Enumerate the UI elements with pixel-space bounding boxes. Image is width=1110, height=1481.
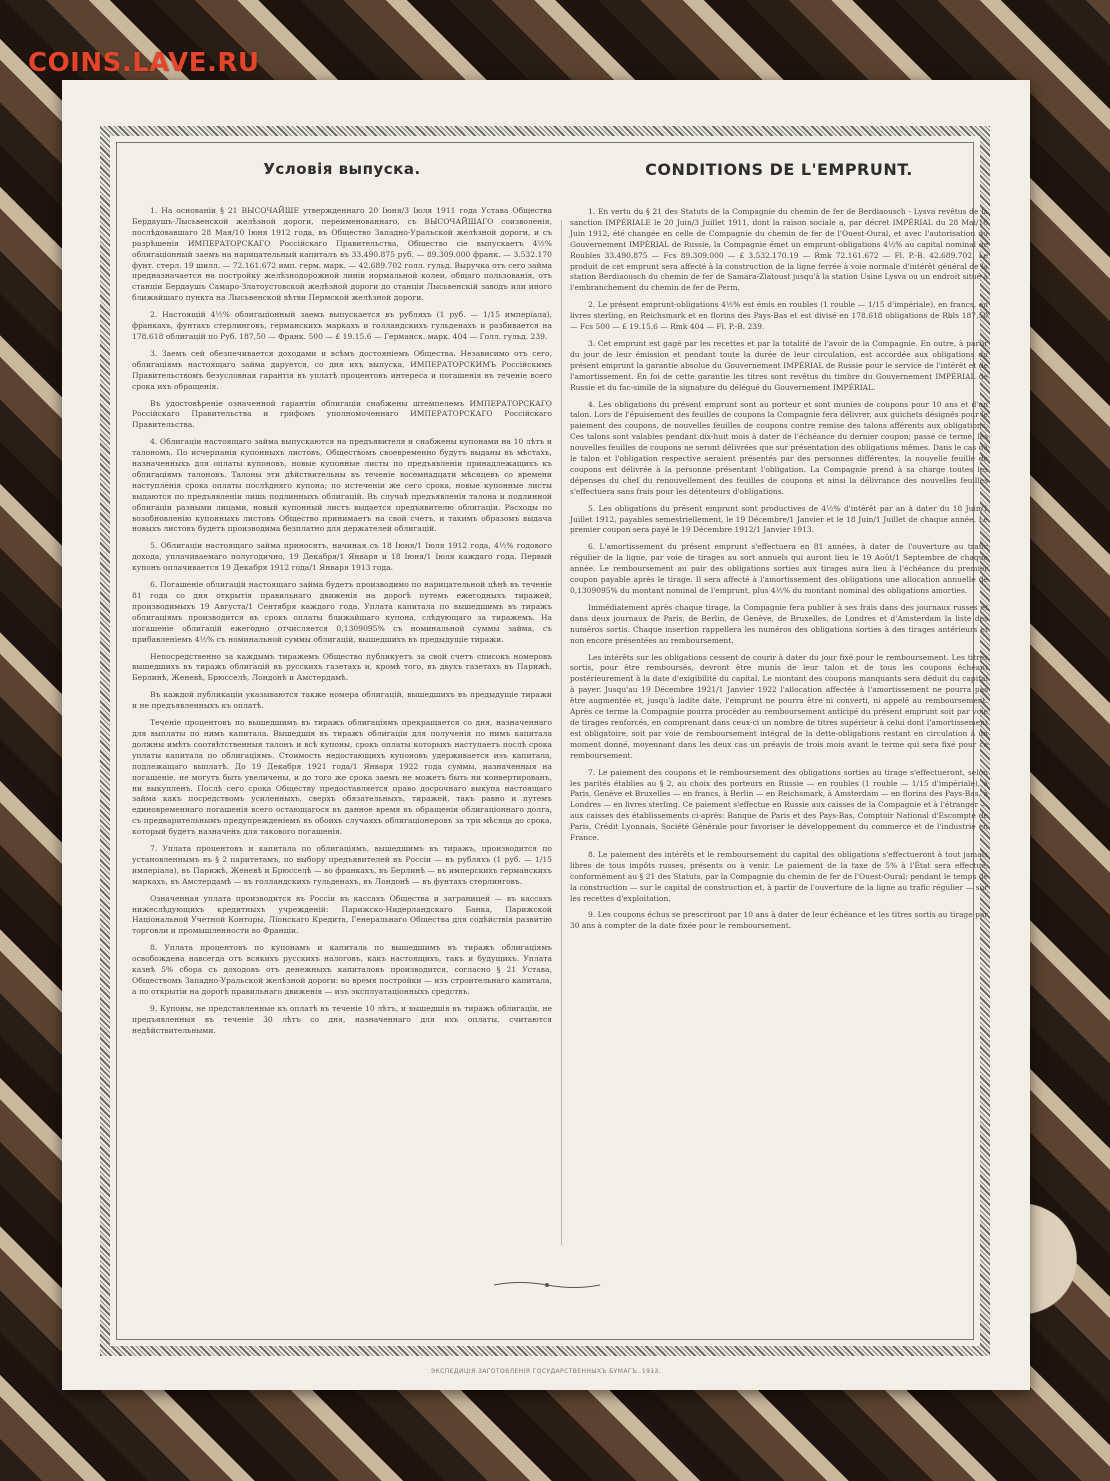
condition-paragraph: Означенная уплата производится въ Россіи въ кассахъ Общества и заграницей — въ кассахъ нижеслѣдующихъ кредитныхъ учрежденій: Парижско-Нидерландскаго Банка, Парижской Національной Учетной Конторы, Ліонскаго Кредита, Генеральнаго Общества для содѣйствія развитію торговли и промышленности во Франціи. (132, 893, 552, 936)
condition-paragraph: 8. Le paiement des intérêts et le remboursement du capital des obligations s'effectueront à tout jamais libres de tous impôts russes, présents ou à venir. Le paiement de la taxe de 5% à l'État sera effectué, conformément au § 21 des Statuts, par la Compagnie du chemin de fer de l'Ouest-Oural: pendant le temps de la construction — sur le capital de construction et, à partir de l'ouverture de la ligne au trafic régulier — sur les recettes d'exploitation. (570, 849, 988, 903)
condition-paragraph: 9. Купоны, не представленные къ оплатѣ въ теченіе 10 лѣтъ, и вышедшія въ тиражъ облигаціи, не предъявленныя въ теченіе 30 лѣтъ со дня, назначеннаго для ихъ оплаты, считаются недѣйствительными. (132, 1003, 552, 1035)
condition-paragraph: 1. En vertu du § 21 des Statuts de la Compagnie du chemin de fer de Berdiaousch - Lysva revêtus de la sanction IMPÉRIALE le 20 Juin/3 Juillet 1911, dont la raison sociale a, par décret IMPÉRIAL du 28 Mai/10 Juin 1912, été changée en celle de Compagnie du chemin de fer de l'Ouest-Oural, et avec l'autorisation du Gouvernement IMPÉRIAL de Russie, la Compagnie émet un emprunt-obligations 4½% au capital nominal de Roubles 33.490.875 — Fcs 89.309.000 — £ 3.532.170.19 — Rmk 72.161.672 — Fl. P.-B. 42.689.702. Le produit de cet emprunt sera affecté à la construction de la ligne ferrée à voie normale d'intérêt général de la station Berdiaousch du chemin de fer de Samara-Zlatoust jusqu'à la station Usine Lysva ou un endroit situé à l'embranchement du chemin de fer de Perm. (570, 207, 988, 293)
condition-paragraph: Въ каждой публикаціи указываются также номера облигацій, вышедшихъ въ предыдущіе тиражи и не предъявленныхъ къ оплатѣ. (132, 690, 552, 711)
condition-paragraph: 7. Le paiement des coupons et le remboursement des obligations sorties au tirage s'effectueront, selon les parités établies au § 2, au choix des porteurs en Russie — en roubles (1 rouble — 1/15 d'impériale), à Paris, Genève et Bruxelles — en francs, à Berlin — en Reichsmark, à Amsterdam — en florins des Pays-Bas, à Londres — en livres sterling. Ce paiement s'effectue en Russie aux caisses de la Compagnie et à l'étranger — aux caisses des établissements ci-après: Banque de Paris et des Pays-Bas, Comptoir National d'Escompte de Paris, Crédit Lyonnais, Société Générale pour favoriser le développement du commerce et de l'industrie en France. (570, 767, 988, 843)
russian-conditions-column (132, 160, 552, 1043)
russian-title: Условія выпуска. (263, 160, 421, 178)
condition-paragraph: 9. Les coupons échus se prescriront par 10 ans à dater de leur échéance et les titres sortis au tirage par 30 ans à compter de la date fixée pour le remboursement. (570, 910, 988, 931)
bond-document (62, 80, 1030, 1390)
condition-paragraph: 8. Уплата процентовъ по купонамъ и капитала по вышедшимъ въ тиражъ облигаціямъ освобождена навсегда отъ всякихъ русскихъ налоговъ, какъ настоящихъ, такъ и будущихъ. Уплата казнѣ 5% сбора съ доходовъ отъ денежныхъ капиталовъ производится, согласно § 21 Устава, Обществомъ Западно-Уральской желѣзной дороги: во время постройки — изъ строительнаго капитала, а по открытіи на дорогѣ правильнаго движенія — изъ эксплуатаціонныхъ средствъ. (132, 943, 552, 996)
condition-paragraph: Les intérêts sur les obligations cessent de courir à dater du jour fixé pour le remboursement. Les titres sortis, pour être remboursés, devront être munis de leur talon et de tous les coupons échéant postérieurement à la date d'exigibilité du capital. Le montant des coupons manquants sera déduit du capital à payer. Jusqu'au 19 Décembre 1921/1 Janvier 1922 l'allocation affectée à l'amortissement ne pourra pas être augmentée et, jusqu'à ladite date, l'emprunt ne pourra être ni converti, ni appelé au remboursement. Après ce terme la Compagnie pourra procéder au remboursement anticipé du présent emprunt soit par voie de tirages renforcés, en comprenant dans ceux-ci un nombre de titres supérieur à celui dont l'amortissement est obligatoire, soit par voie de remboursement intégral de la dette-obligations restant en circulation à un moment donné, moyennant dans les deux cas un préavis de trois mois avant le terme qui sera fixé pour ce remboursement. (570, 652, 988, 760)
french-title: CONDITIONS DE L'EMPRUNT. (645, 160, 913, 179)
condition-paragraph: 2. Le présent emprunt-obligations 4½% est émis en roubles (1 rouble — 1/15 d'impériale), en francs, en livres sterling, en Reichsmark et en florins des Pays-Bas et est divisé en 178.618 obligations de Rbls 187,50 — Fcs 500 — £ 19.15.6 — Rmk 404 — Fl. P.-B. 239. (570, 300, 988, 332)
printer-imprint: ЭКСПЕДИЦІЯ ЗАГОТОВЛЕНІЯ ГОСУДАРСТВЕННЫХЪ БУМАГЪ. 1913. (430, 1368, 662, 1375)
russian-paragraphs (132, 206, 552, 1037)
condition-paragraph: 4. Les obligations du présent emprunt sont au porteur et sont munies de coupons pour 10 ans et d'un talon. Lors de l'épuisement des feuilles de coupons la Compagnie fera délivrer, aux guichets désignés pour le paiement des coupons, de nouvelles feuilles de coupons contre remise des talons afférents aux obligations. Ces talons sont valables pendant dix-huit mois à dater de l'échéance du dernier coupon; passé ce terme, les nouvelles feuilles de coupons ne seront délivrées que sur présentation des obligations mêmes. Dans le cas où le talon et l'obligation respective seraient présentés par des personnes différentes, la nouvelle feuille de coupons est délivrée à la personne présentant l'obligation. La Compagnie prend à sa charge toutes les dépenses du chef du renouvellement des feuilles de coupons et ainsi la délivrance des nouvelles feuilles s'effectuera sans frais pour les détenteurs d'obligations. (570, 399, 988, 496)
condition-paragraph: Теченіе процентовъ по вышедшимъ въ тиражъ облигаціямъ прекращается со дня, назначеннаго для выплаты по нимъ капитала. Вышедшія въ тиражъ облигаціи для полученія по нимъ капитала должны имѣть соотвѣтственныя талонъ и всѣ купоны, срокъ оплаты которыхъ наступаетъ послѣ срока уплаты капитала по облигаціямъ. Стоимость недостающихъ купоновъ удерживается изъ капитала, подлежащаго выплатѣ. До 19 Декабря 1921 года/1 Января 1922 года суммы, назначенныя на погашеніе, не могутъ быть увеличены, и до того же срока заемъ не можетъ быть ни конвертированъ, ни выкупленъ. Послѣ сего срока Обществу предоставляется право досрочнаго выкупа настоящаго займа какъ посредствомъ усиленныхъ, сверхъ обязательныхъ, тиражей, такъ равно и путемъ единовременнаго погашенія всего остающагося въ данное время въ обращеніи облигаціоннаго долга, съ предварительнымъ предупрежденіемъ въ обоихъ случаяхъ облигаціонеровъ за три мѣсяца до срока, который будетъ назначенъ для такового погашенія. (132, 718, 552, 837)
condition-paragraph: 1. На основаніи § 21 ВЫСОЧАЙШЕ утвержденнаго 20 Іюня/3 Іюля 1911 года Устава Общества Бердаушъ-Лысьвенской желѣзной дороги, переименованнаго, съ ВЫСОЧАЙШАГО соизволенія, послѣдовавшаго 28 Мая/10 Іюня 1912 года, въ Общество Западно-Уральской желѣзной дороги, и съ разрѣшенія ИМПЕРАТОРСКАГО Россійскаго Правительства, Общество сіе выпускаетъ 4½% облигаціонный заемъ на нарицательный капиталъ въ 33.490.875 руб. — 89.309.000 франк. — 3.532.170 фунт. стерл. 19 шилл. — 72.161.672 имп. герм. марк. — 42.689.702 голл. гульд. Выручка отъ сего займа предназначается на постройку желѣзнодорожной линіи нормальной колеи, общаго пользованія, отъ станціи Бердаушъ Самаро-Златоустовской желѣзной дороги до станціи Лысьвенскій заводъ или иного ближайшаго пункта на Лысьвенской вѣтви Пермской желѣзной дороги. (132, 206, 552, 303)
condition-paragraph: 7. Уплата процентовъ и капитала по облигаціямъ, вышедшимъ въ тиражъ, производится по установленнымъ въ § 2 паритетамъ, по выбору предъявителей въ Россіи — въ рубляхъ (1 руб. — 1/15 имперіала), въ Парижѣ, Женевѣ и Брюсселѣ — во франкахъ, въ Берлинѣ — въ имперскихъ германскихъ маркахъ, въ Амстердамѣ — въ голландскихъ гульденахъ, въ Лондонѣ — въ фунтахъ стерлинговъ. (132, 844, 552, 886)
condition-paragraph: Immédiatement après chaque tirage, la Compagnie fera publier à ses frais dans des journaux russes et dans deux journaux de Paris, de Berlin, de Genève, de Bruxelles, de Londres et d'Amsterdam la liste des numéros sortis. Chaque insertion rappellera les numéros des obligations sorties à des tirages antérieurs et non encore présentées au remboursement. (570, 602, 988, 645)
french-conditions-column (570, 160, 988, 938)
condition-paragraph: 3. Cet emprunt est gagé par les recettes et par la totalité de l'avoir de la Compagnie. En outre, à partir du jour de leur émission et pendant toute la durée de leur circulation, est accordée aux obligations du présent emprunt la garantie absolue du Gouvernement IMPÉRIAL de Russie pour le service de l'intérêt et de l'amortissement. En foi de cette garantie les titres sont revêtus du timbre du Gouvernement IMPÉRIAL de Russie et du fac-simile de la signature du délégué du Gouvernement IMPÉRIAL. (570, 338, 988, 392)
condition-paragraph: Непосредственно за каждымъ тиражемъ Общество публикуетъ за свой счетъ списокъ номеровъ вышедшихъ въ тиражъ облигацій въ русскихъ газетахъ и, кромѣ того, въ двухъ газетахъ въ Парижѣ, Берлинѣ, Женевѣ, Брюсселѣ, Лондонѣ и Амстердамѣ. (132, 651, 552, 683)
condition-paragraph: 6. L'amortissement du présent emprunt s'effectuera en 81 années, à dater de l'ouverture au trafic régulier de la ligne, par voie de tirages au sort annuels qui auront lieu le 19 Août/1 Septembre de chaque année. Le remboursement au pair des obligations sorties aux tirages aura lieu à l'échéance du premier coupon payable après le tirage. Il sera affecté à l'amortissement des obligations une allocation annuelle de 0,1309095% du montant nominal de l'emprunt, plus 4½% du montant nominal des obligations amorties. (570, 542, 988, 595)
condition-paragraph: 5. Les obligations du présent emprunt sont productives de 4½% d'intérêt par an à dater du 18 Juin/1 Juillet 1912, payables semestriellement, le 19 Décembre/1 Janvier et le 18 Juin/1 Juillet de chaque année. Le premier coupon sera payé le 19 Décembre 1912/1 Janvier 1913. (570, 503, 988, 535)
french-paragraphs (570, 207, 988, 932)
condition-paragraph: Въ удостовѣреніе означенной гарантіи облигаціи снабжены штемпелемъ ИМПЕРАТОРСКАГО Россійскаго Правительства и грифомъ уполномоченнаго ИМПЕРАТОРСКАГО Россійскаго Правительства. (132, 398, 552, 430)
column-divider (561, 220, 562, 1245)
condition-paragraph: 4. Облигаціи настоящаго займа выпускаются на предъявителя и снабжены купонами на 10 лѣтъ и талономъ. По исчерпаніи купонныхъ листовъ, Обществомъ своевременно будутъ выданы въ мѣстахъ, назначенныхъ для оплаты купоновъ, новые купонные листы по предъявленіи принадлежащихъ къ облигаціямъ талоновъ. Талоны эти дѣйствительны въ теченіе восемнадцати мѣсяцевъ со времени наступленія срока оплаты послѣдняго купона; по истеченіи же сего срока, новые купонные листы выдаются по предъявленіи лишь подлинныхъ облигацій. Въ случаѣ предъявленія талона и подлинной облигаціи разными лицами, новый купонный листъ выдается предъявителю облигаціи. Расходы по возобновленію купонныхъ листовъ Общество принимаетъ на свой счетъ, и такимъ образомъ выдача новыхъ листовъ будетъ производима безплатно для держателей облигацій. (132, 437, 552, 534)
site-watermark: COINS.LAVE.RU (28, 48, 260, 78)
condition-paragraph: 6. Погашеніе облигацій настоящаго займа будетъ производимо по нарицательной цѣнѣ въ теченіе 81 года со дня открытія правильнаго движенія на дорогѣ путемъ ежегодныхъ тиражей, производимыхъ 19 Августа/1 Сентября каждаго года. Уплата капитала по вышедшимъ въ тиражъ облигаціямъ производится въ срокъ оплаты ближайшаго купона, слѣдующаго за тиражемъ. На погашеніе облигацій ежегодно отчисляется 0,1309095% съ номинальной суммы займа, съ прибавленіемъ 4½% съ номинальной суммы облигацій, вышедшихъ въ предыдущіе тиражи. (132, 580, 552, 644)
condition-paragraph: 2. Настоящій 4½% облигаціонный заемъ выпускается въ рубляхъ (1 руб. — 1/15 имперіала), франкахъ, фунтахъ стерлинговъ, германскихъ маркахъ и голландскихъ гульденахъ и разбивается на 178.618 облигацій по Руб. 187,50 — Франк. 500 — £ 19.15.6 — Германск. марк. 404 — Голл. гульд. 239. (132, 310, 552, 341)
bottom-ornament-icon (492, 1280, 602, 1290)
condition-paragraph: 5. Облигаціи настоящаго займа приносятъ, начиная съ 18 Іюня/1 Іюля 1912 года, 4½% годового дохода, уплачиваемаго полугодично, 19 Декабря/1 Января и 18 Іюня/1 Іюля каждаго года. Первый купонъ оплачивается 19 Декабря 1912 года/1 Января 1913 года. (132, 541, 552, 573)
condition-paragraph: 3. Заемъ сей обезпечивается доходами и всѣмъ достояніемъ Общества. Независимо отъ сего, облигаціямъ настоящаго займа даруется, со дня ихъ выпуска, ИМПЕРАТОРСКИМЪ Россійскимъ Правительствомъ безусловная гарантія въ уплатѣ процентовъ интереса и погашенія въ теченіе всего срока ихъ обращенія. (132, 348, 552, 391)
